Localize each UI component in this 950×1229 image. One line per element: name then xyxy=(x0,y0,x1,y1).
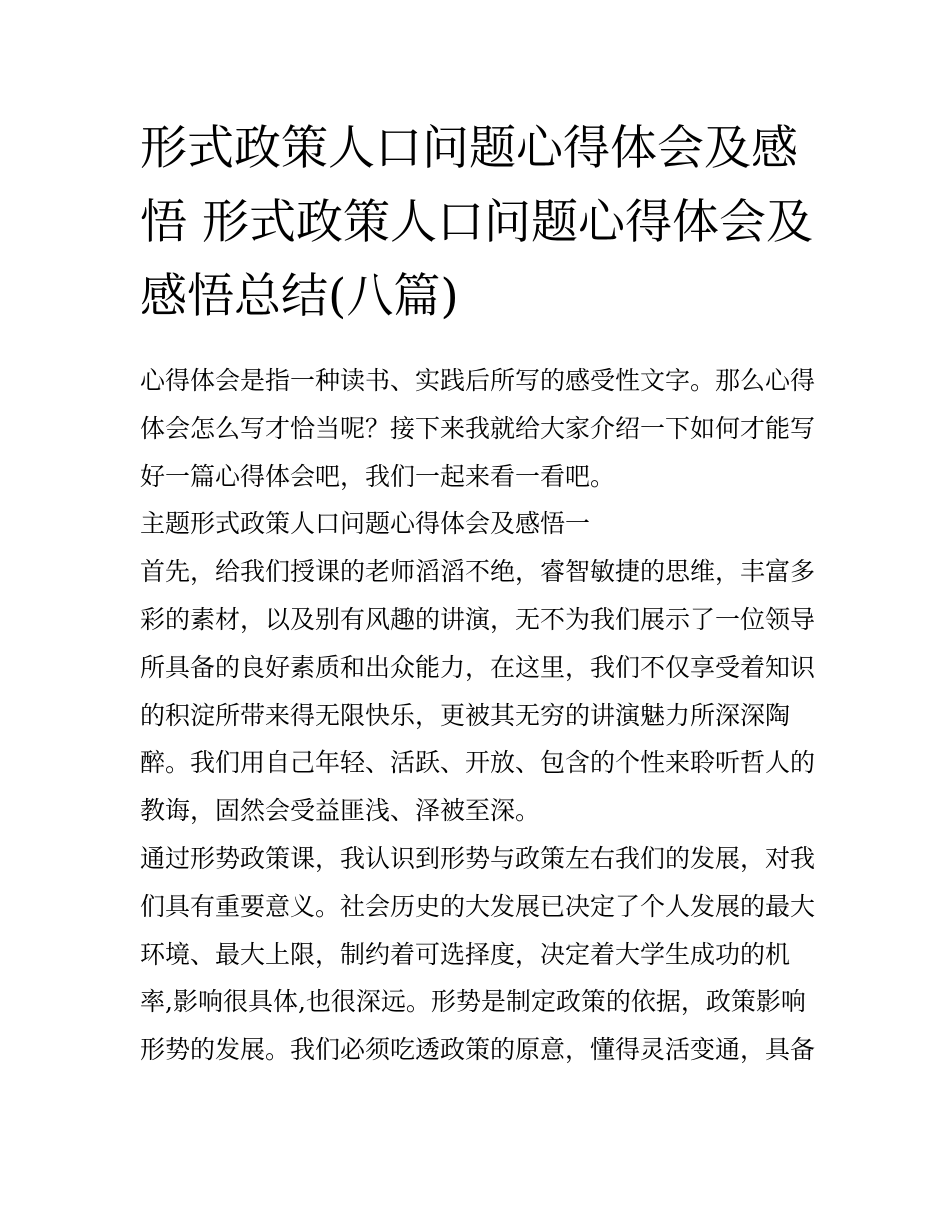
document-body xyxy=(140,357,815,1074)
document-title: 形式政策人口问题心得体会及感悟 形式政策人口问题心得体会及感悟总结(八篇) xyxy=(140,121,813,324)
intro-paragraph: 心得体会是指一种读书、实践后所写的感受性文字。那么心得体会怎么写才恰当呢？接下来我就给大家介绍一下如何才能写好一篇心得体会吧，我们一起来看一看吧。 xyxy=(140,366,816,491)
section-heading: 主题形式政策人口问题心得体会及感悟一 xyxy=(140,509,591,539)
body-paragraph-2: 通过形势政策课，我认识到形势与政策左右我们的发展，对我们具有重要意义。社会历史的大发展已决定了个人发展的最大环境、最大上限，制约着可选择度，决定着大学生成功的机率,影响很具体,也很深远。形势是制定政策的依据，政策影响形势的发展。我们必须吃透政策的原意，懂得灵活变通，具备 xyxy=(140,843,816,1065)
body-paragraph-1: 首先，给我们授课的老师滔滔不绝，睿智敏捷的思维，丰富多彩的素材，以及别有风趣的讲演，无不为我们展示了一位领导所具备的良好素质和出众能力，在这里，我们不仅享受着知识的积淀所带来得无限快乐，更被其无穷的讲演魅力所深深陶醉。我们用自己年轻、活跃、开放、包含的个性来聆听哲人的教诲，固然会受益匪浅、泽被至深。 xyxy=(140,557,816,826)
